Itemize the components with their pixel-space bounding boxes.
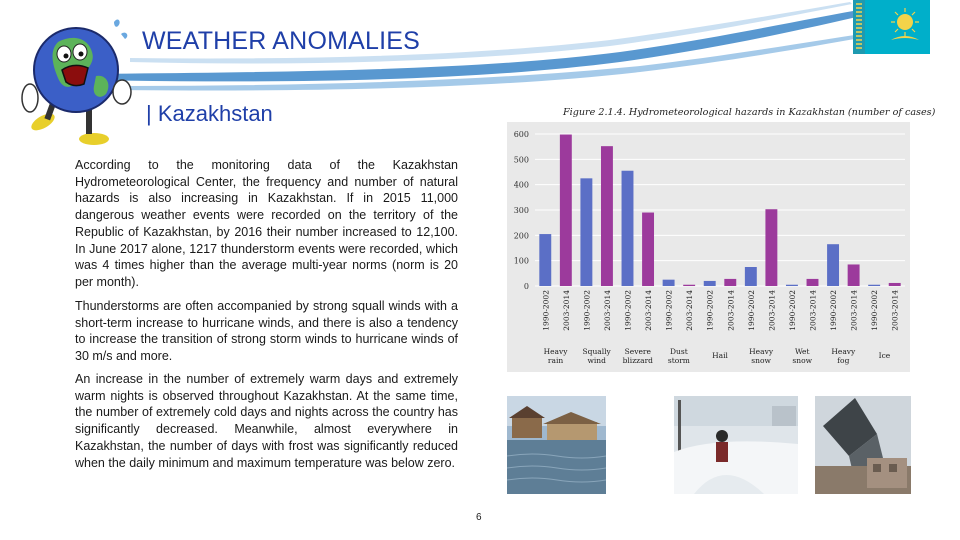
chart-period-label: 2003-2014 — [602, 290, 612, 331]
chart-bar — [663, 280, 675, 286]
chart-period-label: 1990-2002 — [870, 290, 880, 331]
chart-bar — [683, 285, 695, 286]
hazards-bar-chart — [507, 122, 910, 372]
paragraph-warm-days: An increase in the number of extremely warm days and extremely warm nights is observed throughout Kazakhstan. At the same time, the number of extremely cold days and nights across the country has significantly decreased. Meanwhile, almost everywhere in Kazakhstan, the number of days with frost was significantly reduced when the daily minimum and maximum temperature was below zero. — [75, 372, 458, 470]
chart-period-label: 1990-2002 — [623, 290, 633, 331]
chart-category-label: blizzard — [622, 356, 653, 365]
chart-category-label: fog — [837, 356, 850, 365]
page-title: WEATHER ANOMALIES — [142, 27, 420, 55]
chart-category-label: storm — [667, 356, 690, 365]
chart-y-tick-label: 600 — [513, 130, 529, 139]
chart-period-label: 2003-2014 — [808, 290, 818, 331]
storm-damage-photo — [815, 396, 911, 494]
chart-bar — [889, 283, 901, 286]
chart-y-tick-label: 100 — [513, 256, 529, 266]
chart-y-tick-label: 400 — [513, 180, 529, 190]
chart-period-label: 1990-2002 — [746, 290, 756, 331]
chart-category-label: Heavy — [543, 347, 568, 356]
page-subtitle: | Kazakhstan — [146, 101, 273, 126]
chart-y-tick-label: 0 — [523, 282, 529, 291]
chart-period-label: 1990-2002 — [705, 290, 715, 331]
chart-period-label: 1990-2002 — [582, 290, 592, 331]
chart-category-label: snow — [751, 356, 771, 365]
snowstorm-photo — [674, 396, 798, 494]
chart-period-label: 2003-2014 — [561, 290, 571, 331]
chart-bar — [848, 264, 860, 286]
chart-category-label: snow — [792, 356, 813, 365]
chart-category-label: Wet — [794, 347, 810, 356]
chart-bar — [868, 285, 880, 286]
page-number: 6 — [476, 512, 482, 523]
chart-bar — [601, 146, 613, 286]
chart-bar — [807, 279, 819, 286]
chart-bar — [786, 285, 798, 286]
chart-y-tick-label: 200 — [513, 231, 529, 241]
chart-period-label: 2003-2014 — [767, 290, 777, 331]
chart-bar — [642, 213, 654, 286]
chart-period-label: 2003-2014 — [726, 290, 736, 331]
chart-period-label: 2003-2014 — [890, 290, 900, 331]
chart-category-label: Heavy — [831, 347, 856, 356]
chart-category-label: Heavy — [749, 347, 774, 356]
chart-category-label: Hail — [712, 351, 728, 360]
chart-category-label: Severe — [624, 347, 651, 356]
chart-period-label: 1990-2002 — [829, 290, 839, 331]
chart-category-label: wind — [587, 356, 606, 365]
chart-bar — [745, 267, 757, 286]
chart-category-label: Squally — [582, 347, 611, 356]
earth-mascot-icon — [18, 12, 138, 157]
chart-period-label: 1990-2002 — [541, 290, 551, 331]
chart-bar — [704, 281, 716, 286]
chart-period-label: 1990-2002 — [664, 290, 674, 331]
chart-category-label: Ice — [878, 351, 891, 360]
chart-y-tick-label: 500 — [513, 155, 529, 165]
chart-bar — [622, 171, 634, 286]
chart-bar — [724, 279, 736, 286]
chart-bar — [827, 244, 839, 286]
chart-period-label: 2003-2014 — [849, 290, 859, 331]
chart-y-tick-label: 300 — [513, 206, 529, 215]
chart-period-label: 2003-2014 — [644, 290, 654, 331]
flood-photo — [507, 396, 606, 494]
chart-period-label: 2003-2014 — [685, 290, 695, 331]
chart-category-label: rain — [547, 356, 564, 365]
chart-category-label: Dust — [670, 347, 688, 356]
paragraph-monitoring: According to the monitoring data of the Kazakhstan Hydrometeorological Center, the frequency and number of natural hazards is also increasing in Kazakhstan. If in 2015 11,000 dangerous weather events were recorded on the territory of the Republic of Kazakhstan, by 2016 their number increased to 12,100. In June 2017 alone, 1217 thunderstorm events were recorded, which was 4 times higher than the average multi-year norms (norm is 20 per month). — [75, 158, 458, 289]
paragraph-thunderstorms: Thunderstorms are often accompanied by strong squall winds with a short-term increase to hurricane winds, and there is also a tendency to increase the transition of strong storm winds to hurricane winds of 30 m/s and more. — [75, 299, 458, 364]
chart-bar — [580, 178, 592, 286]
chart-period-label: 1990-2002 — [787, 290, 797, 331]
chart-bar — [765, 209, 777, 286]
kazakhstan-flag-icon — [853, 0, 930, 54]
chart-bar — [560, 135, 572, 286]
chart-bar — [539, 234, 551, 286]
figure-caption: Figure 2.1.4. Hydrometeorological hazards in Kazakhstan (number of cases) — [563, 107, 936, 118]
